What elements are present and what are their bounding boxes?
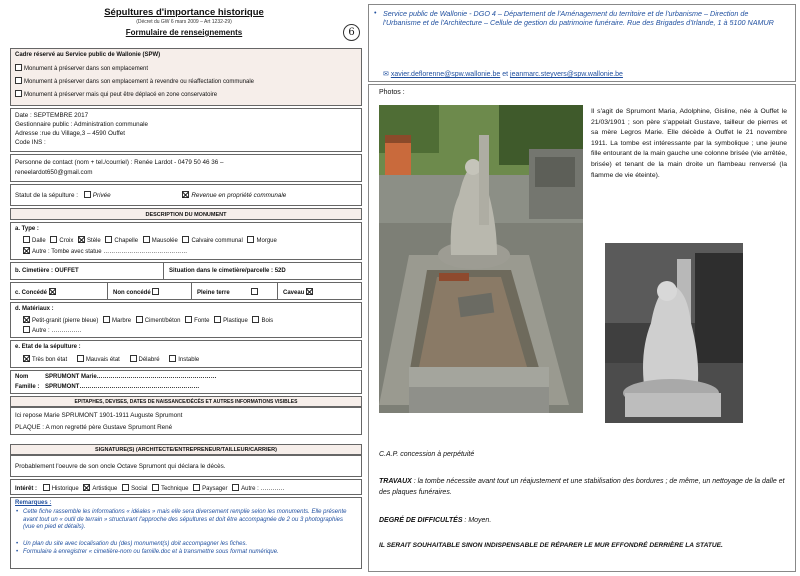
interet-option[interactable]: Historique <box>43 484 79 494</box>
type-option[interactable]: Calvaire communal <box>182 236 242 246</box>
interet-option[interactable]: Social <box>122 484 147 494</box>
nom-value: SPRUMONT Marie…………………………………………………… <box>45 374 217 380</box>
type-options <box>23 236 373 246</box>
email-line: ✉ xavier.deflorenne@spw.wallonie.be et jeanmarc.steyvers@spw.wallonie.be <box>383 71 623 78</box>
etat-option[interactable]: Délabré <box>130 355 160 365</box>
etat-option[interactable]: Instable <box>169 355 199 365</box>
cap-note: C.A.P. concession à perpétuité <box>379 451 475 458</box>
checkbox-caveau[interactable] <box>306 288 313 295</box>
decree-reference: (Décret du GW 6 mars 2009 – Art 1232-29) <box>136 19 232 25</box>
checkbox[interactable] <box>43 484 50 491</box>
checkbox-checked[interactable] <box>23 316 30 323</box>
famille-label: Famille : <box>15 384 40 390</box>
materiaux-autre[interactable]: Autre : …………… <box>23 326 373 336</box>
epitaphe-line: Ici repose Marie SPRUMONT 1901-1911 Auguste Sprumont <box>15 412 183 419</box>
materiau-option[interactable]: Petit-granit (pierre bleue) <box>23 316 98 326</box>
checkbox[interactable] <box>214 316 221 323</box>
checkbox[interactable] <box>103 316 110 323</box>
travaux-note: TRAVAUX : la tombe nécessite avant tout un réajustement et une stabilisation des bordures ; de même, un nettoyage de la dalle et des plaques funéraires. <box>379 478 785 496</box>
checkbox[interactable] <box>23 326 30 333</box>
form-subtitle: Formulaire de renseignements <box>125 28 243 37</box>
photos-label: Photos : <box>379 89 405 96</box>
etat-box <box>10 340 362 368</box>
checkbox-privee[interactable] <box>84 191 91 198</box>
type-option[interactable]: Stèle <box>78 236 101 246</box>
type-option[interactable]: Chapelle <box>105 236 138 246</box>
checkbox-pleine-terre[interactable] <box>251 288 258 295</box>
checkbox[interactable] <box>143 236 150 243</box>
materiau-option[interactable]: Bois <box>252 316 273 326</box>
photo-page <box>368 4 796 572</box>
type-option[interactable]: Dalle <box>23 236 46 246</box>
interet-option[interactable]: Technique <box>152 484 188 494</box>
signatures-header: SIGNATURE(S) (ARCHITECTE/ENTREPRENEUR/TAILLEUR/CARRIER) <box>10 444 362 455</box>
checkbox[interactable] <box>15 64 22 71</box>
checkbox[interactable] <box>136 316 143 323</box>
etat-option[interactable]: Mauvais état <box>77 355 120 365</box>
interet-box <box>10 479 362 495</box>
epitaphes-box <box>10 407 362 435</box>
checkbox-checked[interactable] <box>78 236 85 243</box>
materiaux-box <box>10 302 362 338</box>
famille-value: SPRUMONT…………………………………………………… <box>45 384 200 390</box>
type-box <box>10 222 362 260</box>
grave-photo <box>379 105 583 413</box>
checkbox[interactable] <box>232 484 239 491</box>
interet-option[interactable]: Autre : ………… <box>232 484 284 494</box>
materiau-option[interactable]: Marbre <box>103 316 131 326</box>
spw-reserved-box <box>10 48 362 106</box>
checkbox-revenue[interactable] <box>182 191 189 198</box>
form-page <box>6 4 362 572</box>
checkbox-checked[interactable] <box>23 247 30 254</box>
checkbox-non-concede[interactable] <box>152 288 159 295</box>
materiau-option[interactable]: Ciment/béton <box>136 316 181 326</box>
situation-label: Situation dans le cimetière/parcelle : 52D <box>169 268 286 274</box>
etat-option[interactable]: Très bon état <box>23 355 67 365</box>
etat-options <box>23 355 373 365</box>
checkbox[interactable] <box>15 77 22 84</box>
email-link[interactable]: xavier.deflorenne@spw.wallonie.be <box>390 71 501 78</box>
contact-email: reneelardot650@gmail.com <box>15 169 93 176</box>
contact-box <box>10 154 362 182</box>
materiaux-options <box>23 316 373 326</box>
checkbox[interactable] <box>105 236 112 243</box>
checkbox[interactable] <box>152 484 159 491</box>
statue-photo <box>605 243 743 423</box>
remarque-item: • Formulaire à enregistrer « cimetière-nom ou famille.doc et à transmettre sous format numérique. <box>16 549 279 555</box>
info-box <box>10 108 362 152</box>
checkbox-checked[interactable] <box>83 484 90 491</box>
adresse-field: Adresse :rue du Village,3 – 4590 Ouffet <box>15 130 126 137</box>
remarques-box <box>10 497 362 569</box>
checkbox[interactable] <box>130 355 137 362</box>
checkbox[interactable] <box>193 484 200 491</box>
concede-label: c. Concédé <box>15 290 48 296</box>
nom-box <box>10 370 362 394</box>
nom-label: Nom <box>15 374 29 380</box>
contact-line: Personne de contact (nom + tel./courriel) : Renée Lardot - 0479 50 46 36 – <box>15 159 224 166</box>
address-text: • Service public de Wallonie - DGO 4 – Département de l'Aménagement du territoire et de l'urbanisme – Direction de l'Urbanisme et de l'Architecture – Cellule de gestion du patrimoine funéraire. Rue des Brigades d'Irlande, 1 à 5100 NAMUR <box>374 9 774 28</box>
epitaphes-header: EPITAPHES, DEVISES, DATES DE NAISSANCE/DÉCÈS ET AUTRES INFORMATIONS VISIBLES <box>10 396 362 407</box>
cimetiere-label: b. Cimetière : OUFFET <box>15 268 79 274</box>
spw-option[interactable]: Monument à préserver mais qui peut être déplacé en zone conservatoire <box>15 90 365 100</box>
interet-option[interactable]: Artistique <box>83 484 117 494</box>
email-link[interactable]: jeanmarc.steyvers@spw.wallonie.be <box>510 71 623 78</box>
type-label: a. Type : <box>15 226 39 232</box>
materiau-option[interactable]: Plastique <box>214 316 248 326</box>
checkbox[interactable] <box>169 355 176 362</box>
type-autre[interactable]: Autre : Tombe avec statue …………………………………… <box>23 247 373 257</box>
statut-privee-label: Privée <box>92 192 111 199</box>
statut-label: Statut de la sépulture : <box>15 192 79 199</box>
checkbox[interactable] <box>122 484 129 491</box>
spw-option[interactable]: Monument à préserver dans son emplacement à revendre ou réaffectation communale <box>15 77 365 87</box>
type-option[interactable]: Croix <box>50 236 73 246</box>
type-option[interactable]: Morgue <box>247 236 276 246</box>
grave-description: Il s'agit de Sprumont Maria, Adolphine, Gisline, née à Ouffet le 21/03/1901 ; son père s'appelait Gustave, tailleur de pierres et sa mère Legros Marie. Elle décède à Ouffet le 21 novembre 1911. La tombe est intéressante par la symbolique ; une jeune fille entourant de la main gauche une colonne brisée (vie arrêtée, brisée) et tenant de la main droite un flambeau renversé (la flamme de vie éteinte). <box>591 108 787 179</box>
pleine-terre-label: Pleine terre <box>197 290 230 296</box>
materiau-option[interactable]: Fonte <box>185 316 209 326</box>
form-title: Sépultures d'importance historique <box>104 7 264 18</box>
spw-option[interactable]: Monument à préserver dans son emplacement <box>15 64 365 74</box>
checkbox[interactable] <box>252 316 259 323</box>
checkbox[interactable] <box>185 316 192 323</box>
remarque-item: • Cette fiche rassemble les informations « idéales » mais elle sera diversement remplie selon les monuments. Elle présente avant tout un « outil de terrain » structurant l'approche des sépultures et doit être accompagnée de 2 ou 3 photographies (vue en pied et détails). <box>16 509 347 530</box>
photos-box <box>368 84 796 572</box>
gestionnaire-field: Gestionnaire public : Administration communale <box>15 121 149 128</box>
interet-label: Intérêt : <box>15 486 38 492</box>
difficulte-note: DEGRÉ DE DIFFICULTÉS : Moyen. <box>379 517 492 524</box>
checkbox[interactable] <box>23 236 30 243</box>
date-field: Date : SEPTEMBRE 2017 <box>15 112 89 119</box>
statut-revenue-label: Revenue en propriété communale <box>191 192 287 199</box>
checkbox[interactable] <box>247 236 254 243</box>
statut-box <box>10 184 362 206</box>
checkbox[interactable] <box>77 355 84 362</box>
spw-header: Cadre réservé au Service public de Wallonie (SPW) <box>15 52 161 58</box>
remarque-item: • Un plan du site avec localisation du (des) monument(s) doit accompagner les fiches. <box>16 541 248 547</box>
checkbox[interactable] <box>182 236 189 243</box>
checkbox-concede[interactable] <box>49 288 56 295</box>
recommendation-note: IL SERAIT SOUHAITABLE SINON INDISPENSABLE DE RÉPARER LE MUR EFFONDRÉ DERRIÈRE LA STATUE. <box>379 542 723 549</box>
code-ins-field: Code INS : <box>15 139 46 146</box>
checkbox[interactable] <box>50 236 57 243</box>
etat-label: e. Etat de la sépulture : <box>15 344 81 350</box>
email-icon: ✉ <box>383 71 389 78</box>
checkbox-checked[interactable] <box>23 355 30 362</box>
signature-line: Probablement l'oeuvre de son oncle Octave Sprumont qui déclara le décès. <box>15 463 226 470</box>
description-header: DESCRIPTION DU MONUMENT <box>10 208 362 220</box>
checkbox[interactable] <box>15 90 22 97</box>
interet-option[interactable]: Paysager <box>193 484 227 494</box>
plaque-line: PLAQUE : A mon regretté père Gustave Sprumont René <box>15 424 173 431</box>
cimetiere-box <box>10 262 362 280</box>
signatures-box <box>10 455 362 477</box>
type-option[interactable]: Mausolée <box>143 236 178 246</box>
concession-box <box>10 282 362 300</box>
materiaux-label: d. Matériaux : <box>15 306 54 312</box>
address-box <box>368 4 796 82</box>
non-concede-label: Non concédé <box>113 290 151 296</box>
page-number: 6 <box>343 24 360 41</box>
caveau-label: Caveau <box>283 290 305 296</box>
remarques-title: Remarques : <box>15 500 52 506</box>
